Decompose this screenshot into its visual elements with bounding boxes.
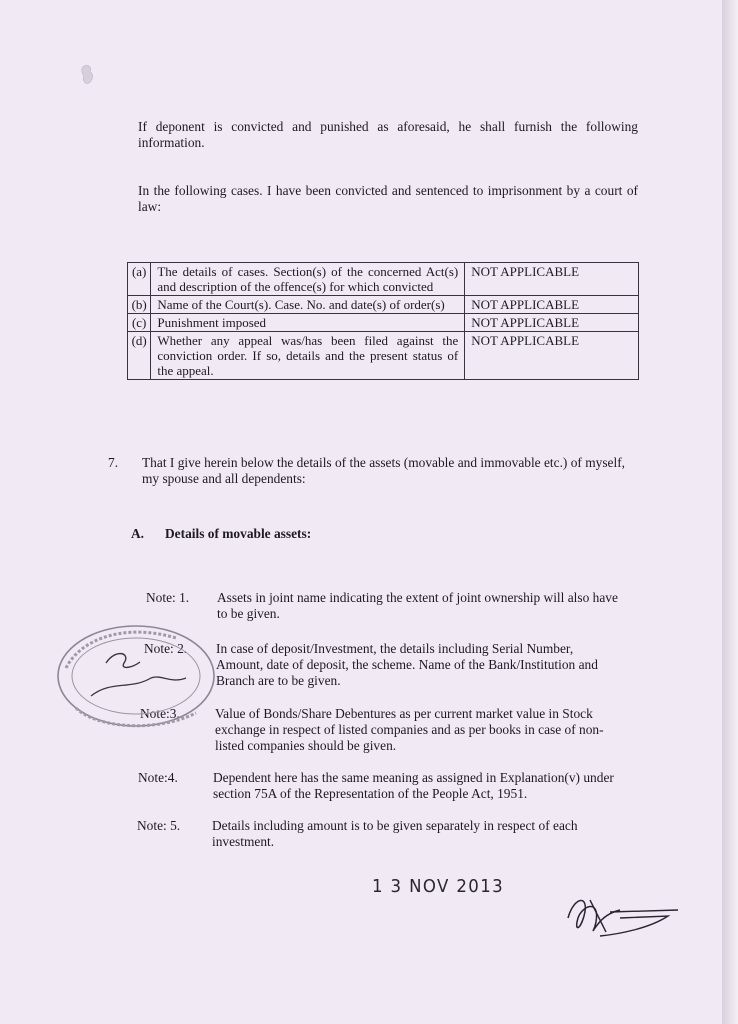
note-label: Note:3. [140,706,180,721]
row-value: NOT APPLICABLE [465,314,639,332]
row-value: NOT APPLICABLE [465,296,639,314]
note-text: Assets in joint name indicating the extent of joint ownership will also have to be given. [217,590,618,621]
note-label: Note: 1. [146,590,190,605]
table-row [128,332,639,380]
intro-paragraph-2: In the following cases. I have been convicted and sentenced to imprisonment by a court of law: [138,183,638,214]
row-description: Name of the Court(s). Case. No. and date(s) of order(s) [151,296,465,314]
row-description: The details of cases. Section(s) of the concerned Act(s) and description of the offence(s) for which convicted [151,263,465,296]
table-row [128,263,639,296]
note-text: Dependent here has the same meaning as assigned in Explanation(v) under section 75A of the Representation of the People Act, 1951. [213,770,614,801]
item-number: 7. [108,455,119,470]
intro-paragraph-1: If deponent is convicted and punished as aforesaid, he shall furnish the following information. [138,119,638,150]
row-index: (c) [128,314,151,332]
section-title: Details of movable assets: [165,526,312,541]
paper-speck [80,64,98,86]
row-description: Punishment imposed [151,314,465,332]
signature [560,888,685,940]
convictions-table [127,262,639,380]
row-index: (a) [128,263,151,296]
official-seal-stamp [36,618,216,738]
page-edge-shadow [722,0,738,1024]
section-a-heading [131,526,311,542]
note-label: Note:4. [138,770,178,785]
row-description: Whether any appeal was/has been filed against the conviction order. If so, details and the present status of the appeal. [151,332,465,380]
note-text: In case of deposit/Investment, the details including Serial Number, Amount, date of deposit, the scheme. Name of the Bank/Institution and Branch are to be given. [216,641,598,688]
table-row [128,296,639,314]
row-index: (b) [128,296,151,314]
row-value: NOT APPLICABLE [465,332,639,380]
note-text: Details including amount is to be given separately in respect of each investment. [212,818,578,849]
note-text: Value of Bonds/Share Debentures as per current market value in Stock exchange in respect of listed companies and as per books in case of non-listed companies should be given. [215,706,604,753]
row-value: NOT APPLICABLE [465,263,639,296]
item-text: That I give herein below the details of the assets (movable and immovable etc.) of myself, my spouse and all dependents: [142,455,626,486]
date-stamp: 1 3 NOV 2013 [372,876,505,897]
table-row [128,314,639,332]
row-index: (d) [128,332,151,380]
note-label: Note: 5. [137,818,181,833]
section-label: A. [131,526,145,541]
note-label: Note: 2. [144,641,188,656]
